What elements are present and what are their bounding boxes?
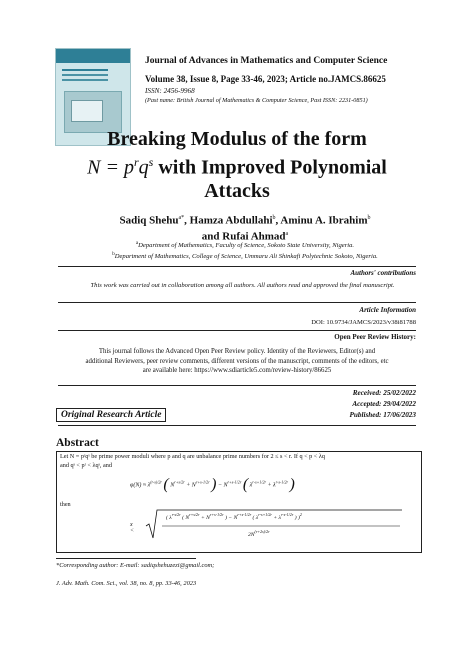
- article-info-heading: Article Information: [359, 306, 416, 314]
- corresponding-author: *Corresponding author: E-mail: sadiqshehuzezi@gmail.com;: [56, 562, 215, 569]
- issn: ISSN: 2456-9968: [145, 87, 195, 95]
- cover-band: [56, 49, 130, 63]
- received-date: Received: 25/02/2022: [352, 389, 416, 397]
- journal-title: Journal of Advances in Mathematics and Computer Science: [145, 56, 388, 66]
- peer-review-heading: Open Peer Review History:: [334, 333, 416, 341]
- footnote-rule: [56, 558, 196, 559]
- title-line-1: Breaking Modulus of the form: [107, 128, 367, 150]
- article-type-badge: Original Research Article: [56, 408, 166, 422]
- phi-formula: $\varphi(N) \approx \lambda^{(r-s)/2r}$ ( $N^{r+s/2r} + N^{r+s-1/2r}$ ) − $N^{r+s-1/2r}$ ( $\lambda^{r-s+1/2r} + \lambda^{r-s-1/2r}$ ): [130, 476, 295, 493]
- affiliation-a: $^a$Department of Mathematics, Faculty of Science, Sokoto State University, Nigeria.: [135, 241, 355, 250]
- divider: [58, 302, 416, 303]
- divider: [58, 266, 416, 267]
- peer-review-text: This journal follows the Advanced Open Peer Review policy. Identity of the Reviewers, Editor(s) and additional Reviewers, peer review comments, different versions of the manuscript, comments of the editors, etc are available here: https://www.sdiarticle5.com/review-history/86625: [58, 347, 416, 376]
- abstract-line-1: Let N = pʳqˢ be prime power moduli where p and q are unbalance prime numbers for 2 ≤ s < r. If q < p < λq: [60, 453, 325, 460]
- abstract-line-2: and qˢ < pʳ < λqˢ, and: [60, 462, 112, 469]
- cover-title-lines: [62, 69, 108, 71]
- paper-title: [40, 128, 434, 203]
- title-line-3: Attacks: [204, 179, 270, 202]
- affiliation-b: $^b$Department of Mathematics, College of Science, Ummaru Ali Shinkafi Polytechnic Sokoto, Nigeria.: [112, 252, 378, 261]
- cover-illustration: [64, 91, 122, 133]
- abstract-then: then: [60, 501, 71, 508]
- volume-line: Volume 38, Issue 8, Page 33-46, 2023; Article no.JAMCS.86625: [145, 74, 386, 84]
- doi: DOI: 10.9734/JAMCS/2023/v38i81788: [311, 319, 416, 326]
- title-line-2: $N = p^rq^s$ with Improved Polynomial: [87, 155, 387, 179]
- divider: [58, 385, 416, 386]
- review-history-link[interactable]: are available here: https://www.sdiarticle5.com/review-history/86625: [142, 367, 332, 374]
- abstract-heading: Abstract: [56, 437, 99, 449]
- accepted-date: Accepted: 29/04/2022: [352, 400, 416, 408]
- contributions-heading: Authors' contributions: [350, 269, 416, 277]
- authors: Sadiq Shehu$^{a*}$, Hamza Abdullahi$^b$, Aminu A. Ibrahim$^b$ and Rufai Ahmad$^a$: [119, 214, 371, 243]
- contributions-text: This work was carried out in collaboration among all authors. All authors read and approved the final manuscript.: [90, 282, 395, 289]
- citation-line: J. Adv. Math. Com. Sci., vol. 38, no. 8, pp. 33-46, 2023: [56, 580, 197, 587]
- divider: [58, 425, 416, 426]
- published-date: Published: 17/06/2023: [349, 411, 416, 419]
- x-bound-denominator: $2N^{(r+2s)/2r}$: [248, 529, 270, 538]
- past-name: (Past name: British Journal of Mathematics & Computer Science, Past ISSN: 2231-0851): [145, 97, 368, 104]
- x-bound-numerator: ( $\lambda^{r-s/2r}$ ( $N^{r+s/2r} + N^{r+s-1/2r}$ ) − $N^{r+s-1/2r}$ ( $\lambda^{r-s+1/2r} + \lambda^{r-s-1/2r}$ ) )$^2$: [166, 512, 302, 521]
- divider: [58, 330, 416, 331]
